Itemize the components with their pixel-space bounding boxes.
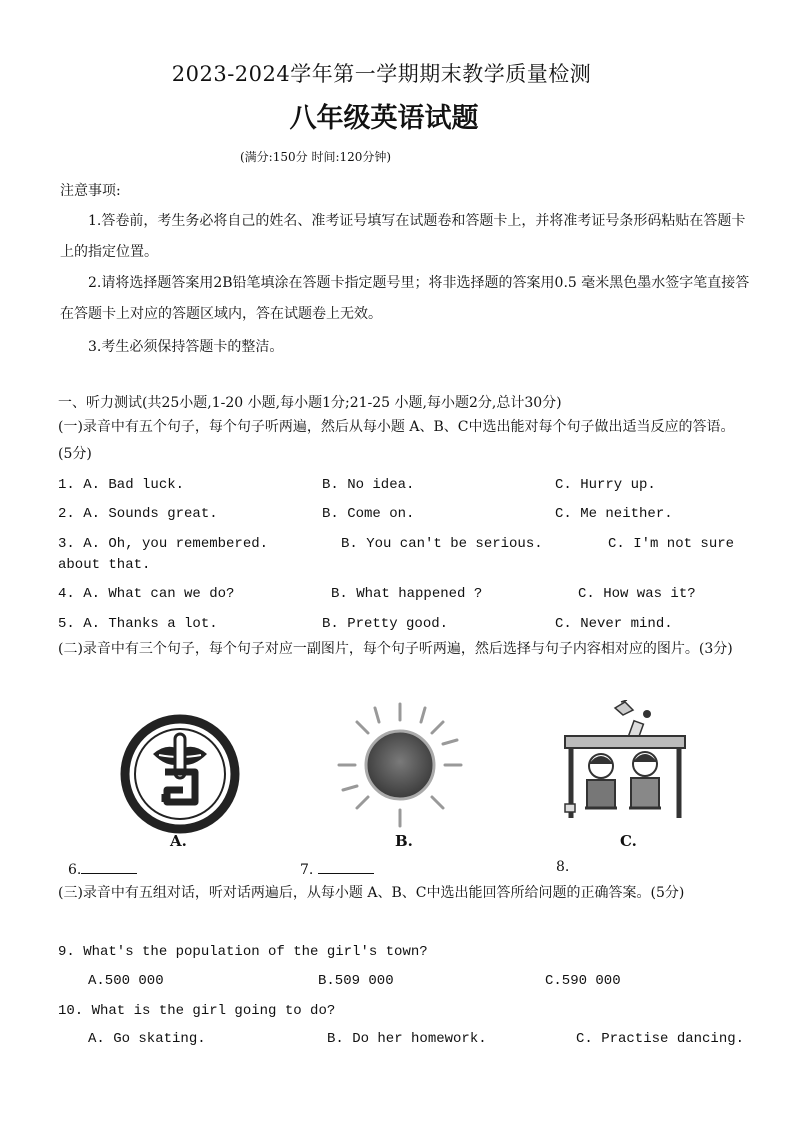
note-item-3: 3.考生必须保持答题卡的整洁。 [88, 339, 284, 355]
section-heading-listening: 一、听力测试(共25小题,1-20 小题,每小题1分;21-25 小题,每小题2分,总计30分) [58, 395, 562, 411]
q10-option-c: C. Practise dancing. [576, 1031, 745, 1047]
part2-instruction: (二)录音中有三个句子，每个句子对应一副图片，每个句子听两遍，然后选择与句子内容相对应的图片。(3分) [58, 641, 733, 657]
q4-option-a: 4. A. What can we do? [58, 586, 235, 602]
q3-option-b: B. You can't be serious. [341, 536, 543, 552]
picture-label-a: A. [170, 832, 187, 850]
q4-option-b: B. What happened ? [331, 586, 483, 602]
q1-option-a: 1. A. Bad luck. [58, 477, 185, 493]
q3-option-c: C. I'm not sure [608, 536, 735, 552]
kids-under-table-earthquake-icon [555, 700, 695, 828]
exam-meta: (满分:150分 时间:120分钟) [240, 150, 392, 164]
answer-blank-8[interactable]: 8. [556, 859, 570, 875]
picture-label-c: C. [620, 832, 637, 850]
q10-option-a: A. Go skating. [88, 1031, 206, 1047]
answer-blank-6[interactable]: 6. [68, 859, 137, 878]
part1-instruction: (一)录音中有五个句子，每个句子听两遍，然后从每小题 A、B、C中选出能对每个句子做出适当反应的答语。(5分) [58, 419, 735, 462]
q2-option-c: C. Me neither. [555, 506, 673, 522]
q9-option-a: A.500 000 [88, 973, 164, 989]
q10-question: 10. What is the girl going to do? [58, 1003, 336, 1019]
q10-option-b: B. Do her homework. [327, 1031, 487, 1047]
part3-instruction: (三)录音中有五组对话，听对话两遍后，从每小题 A、B、C中选出能回答所给问题的正确答案。(5分) [58, 885, 685, 901]
q3-option-c-cont: about that. [58, 557, 151, 573]
q9-option-b: B.509 000 [318, 973, 394, 989]
q5-option-b: B. Pretty good. [322, 616, 449, 632]
term-title: 2023-2024学年第一学期期末教学质量检测 [171, 62, 592, 86]
q3-option-a: 3. A. Oh, you remembered. [58, 536, 269, 552]
answer-blank-7[interactable]: 7. [300, 859, 374, 878]
note-item-2: 2.请将选择题答案用2B铅笔填涂在答题卡指定题号里；将非选择题的答案用0.5 毫米黑色墨水签字笔直接答在答题卡上对应的答题区域内，答在试题卷上无效。 [60, 275, 750, 322]
q9-question: 9. What's the population of the girl's town? [58, 944, 428, 960]
hush-finger-lips-icon [115, 712, 245, 842]
picture-label-b: B. [395, 832, 413, 850]
note-item-1: 1.答卷前，考生务必将自己的姓名、准考证号填写在试题卷和答题卡上，并将准考证号条形码粘贴在答题卡上的指定位置。 [60, 213, 746, 260]
q1-option-c: C. Hurry up. [555, 477, 656, 493]
q2-option-a: 2. A. Sounds great. [58, 506, 218, 522]
sun-icon [335, 700, 465, 830]
exam-title: 八年级英语试题 [289, 103, 479, 134]
q5-option-c: C. Never mind. [555, 616, 673, 632]
q4-option-c: C. How was it? [578, 586, 696, 602]
q5-option-a: 5. A. Thanks a lot. [58, 616, 218, 632]
q1-option-b: B. No idea. [322, 477, 415, 493]
notes-heading: 注意事项: [60, 183, 121, 199]
q2-option-b: B. Come on. [322, 506, 415, 522]
q9-option-c: C.590 000 [545, 973, 621, 989]
